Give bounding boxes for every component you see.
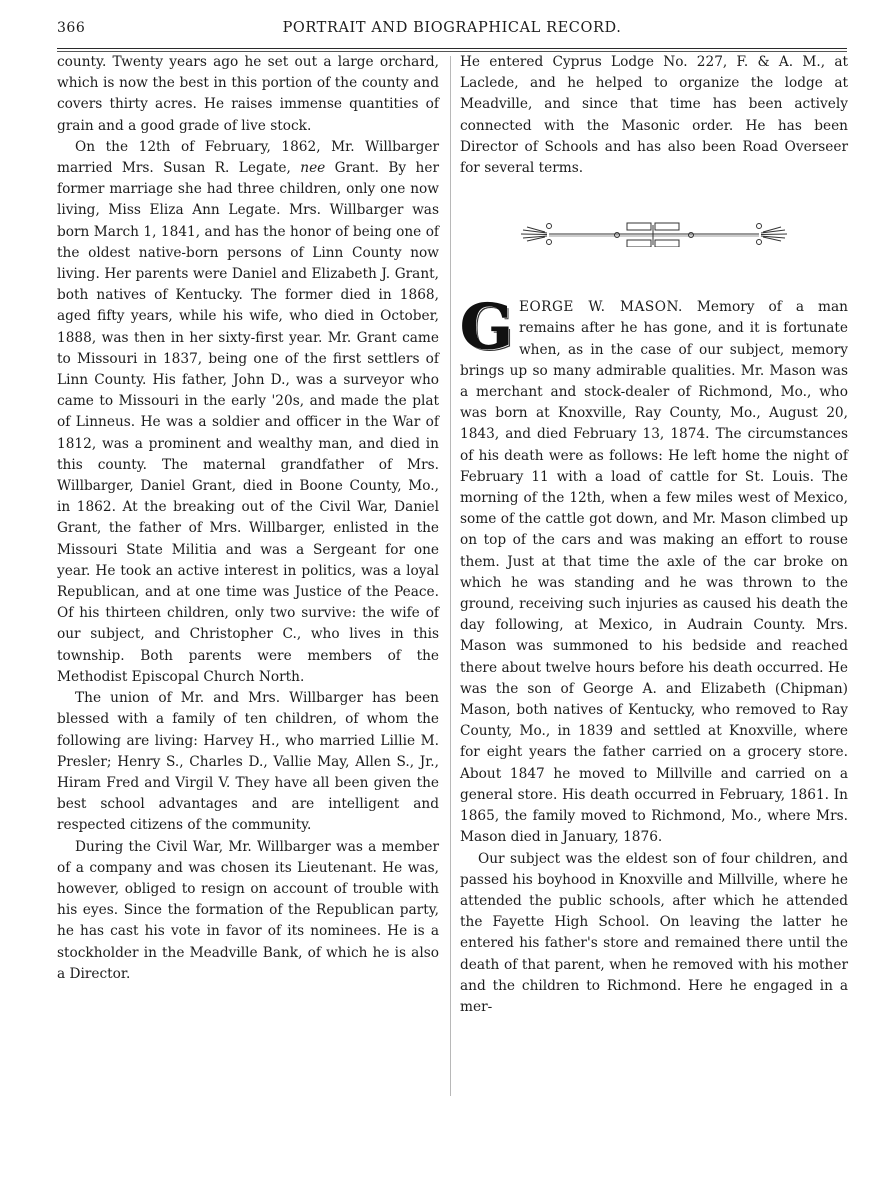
paragraph	[57, 137, 439, 688]
paragraph: The union of Mr. and Mrs. Willbarger has been blessed with a family of ten children, of whom the following are living: Harvey H., who married Lillie M. Presler; Henry S., Charles D., Vallie May, Allen S., Jr., Hiram Fred and Virgil V. They have all been given the best school advantages and are intelligent and respected citizens of the community.	[57, 690, 439, 834]
drop-cap: G	[460, 290, 513, 364]
italic-word: nee	[300, 160, 326, 177]
paragraph: During the Civil War, Mr. Willbarger was a member of a company and was chosen its Lieutenant. He was, however, obliged to resign on account of trouble with his eyes. Since the formation of the Republican party, he has cast his vote in favor of its nominees. He is a stockholder in the Meadville Bank, of which he is also a Director.	[57, 838, 439, 982]
paragraph: county. Twenty years ago he set out a large orchard, which is now the best in this portion of the county and covers thirty acres. He raises immense quantities of grain and a good grade of live stock.	[57, 54, 439, 134]
paragraph: Our subject was the eldest son of four children, and passed his boyhood in Knoxville and Millville, where he attended the public schools, after which he attended the Fayette High School. On leaving the latter he entered his father's store and remained there until the death of that parent, when he removed with his mother and the children to Richmond. Here he engaged in a mer-	[460, 850, 848, 1015]
paragraph-text: On the 12th of February, 1862, Mr. Willbarger married Mrs. Susan R. Legate,	[57, 138, 439, 177]
biography-subject-name: EORGE W. MASON.	[518, 299, 683, 316]
biography-opening	[460, 290, 848, 848]
column-divider	[450, 56, 451, 1096]
running-title: PORTRAIT AND BIOGRAPHICAL RECORD.	[282, 20, 622, 36]
right-column	[460, 52, 848, 1018]
left-column	[57, 52, 439, 985]
decorative-divider-icon	[519, 221, 789, 247]
paragraph: He entered Cyprus Lodge No. 227, F. & A. M., at Laclede, and he helped to organize the lodge at Meadville, and since that time has been actively connected with the Masonic order. He has been Director of Schools and has also been Road Overseer for several terms.	[460, 54, 848, 177]
paragraph-text: Memory of a man remains after he has gone, and it is fortunate when, as in the case of our subject, memory brings up so many admirable qualities. Mr. Mason was a merchant and stock-dealer of Richmond, Mo., who was born at Knoxville, Ray County, Mo., August 20, 1843, and died February 13, 1874. The circumstances of his death were as follows: He left home the night of February 11 with a load of cattle for St. Louis. The morning of the 12th, when a few miles west of Mexico, some of the cattle got down, and Mr. Mason climbed up on top of the cars and was making an effort to rouse them. Just at that time the axle of the car broke on which he was standing and he was thrown to the ground, receiving such injuries as caused his death the day following, at Mexico, in Audrain County. Mrs. Mason was summoned to his bedside and reached there about twelve hours before his death occurred. He was the son of George A. and Elizabeth (Chipman) Mason, both natives of Kentucky, who removed to Ray County, Mo., in 1839 and settled at Knoxville, where for eight years the father carried on a grocery store. About 1847 he moved to Millville and carried on a general store. His death occurred in February, 1861. In 1865, the family moved to Richmond, Mo., where Mrs. Mason died in January, 1876.	[460, 299, 848, 846]
page-number: 366	[57, 20, 86, 36]
paragraph-text: Grant. By her former marriage she had three children, only one now living, Miss Eliza Ann Legate. Mrs. Willbarger was born March 1, 1841, and has the honor of being one of the oldest native-born persons of Linn County now living. Her parents were Daniel and Elizabeth J. Grant, both natives of Kentucky. The former died in 1868, aged fifty years, while his wife, who died in October, 1888, was then in her sixty-first year. Mr. Grant came to Missouri in 1837, being one of the first settlers of Linn County. His father, John D., was a surveyor who came to Missouri in the early '20s, and made the plat of Linneus. He was a soldier and officer in the War of 1812, was a prominent and wealthy man, and died in this county. The maternal grandfather of Mrs. Willbarger, Daniel Grant, died in Boone County, Mo., in 1862. At the breaking out of the Civil War, Daniel Grant, the father of Mrs. Willbarger, enlisted in the Missouri State Militia and was a Sergeant for one year. He took an active interest in politics, was a loyal Republican, and at one time was Justice of the Peace. Of his thirteen children, only two survive: the wife of our subject, and Christopher C., who lives in this township. Both parents were members of the Methodist Episcopal Church North.	[57, 160, 439, 685]
running-head	[57, 20, 847, 46]
